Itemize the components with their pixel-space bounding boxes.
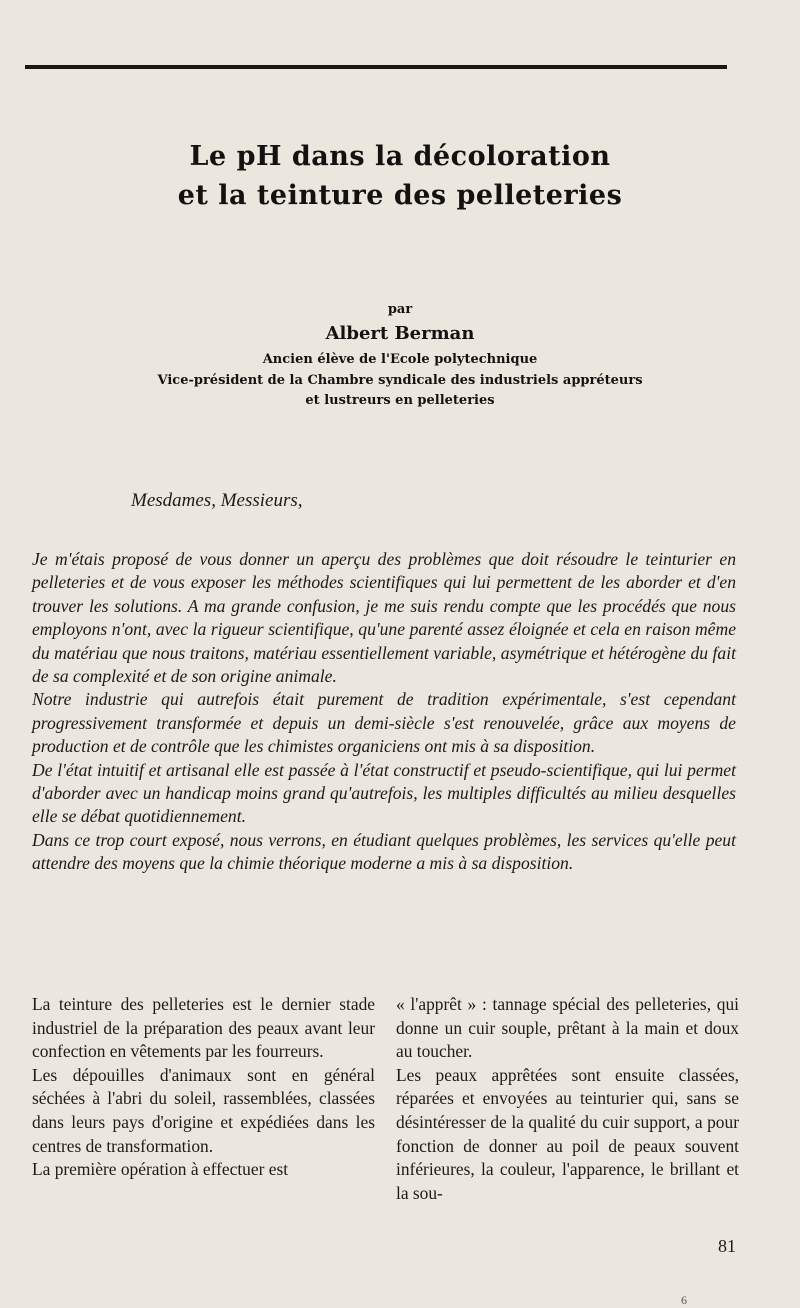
body-paragraph: Les peaux apprêtées sont ensuite classées, réparées et envoyées au teinturier qui, sans se désintéresser de la qualité du cuir support, a pour fonction de donner au poil de peaux souvent inférieures, la couleur, l'apparence, le brillant et la sou- (396, 1064, 739, 1203)
author-role-line2: Vice-président de la Chambre syndicale des industriels appréteurs (157, 373, 643, 388)
intro-paragraph: Je m'étais proposé de vous donner un aperçu des problèmes que doit résoudre le teinturier en pelleteries et de vous exposer les méthodes scientifiques qui lui permettent de les aborder et d'en trouver les solutions. A ma grande confusion, je me suis rendu compte que les procédés que nous employons n'ont, avec la rigueur scientifique, qu'une parenté assez éloignée et cela en raison même du matériau que nous traitons, matériau essentiellement variable, asymétrique et hétérogène du fait de sa complexité et de son origine animale. (32, 549, 736, 687)
author-name: Albert Berman (325, 323, 475, 344)
body-paragraph: Les dépouilles d'animaux sont en général séchées à l'abri du soleil, rassemblées, classées dans leurs pays d'origine et expédiées dans les centres de transformation. (32, 1064, 375, 1156)
intro-paragraph: Dans ce trop court exposé, nous verrons, en étudiant quelques problèmes, les services qu'elle peut attendre des moyens que la chimie théorique moderne a mis à sa disposition. (32, 829, 736, 874)
intro-text (32, 548, 736, 876)
intro-paragraph: Notre industrie qui autrefois était purement de tradition expérimentale, s'est cependant progressivement transformée et depuis un demi-siècle s'est renouvelée, grâce aux moyens de production et de contrôle que les chimistes organiciens ont mis à sa disposition. (32, 689, 736, 757)
page-number: 81 (718, 1236, 736, 1256)
author-role-line1: Ancien élève de l'Ecole polytechnique (262, 352, 538, 367)
intro-paragraph: De l'état intuitif et artisanal elle est passée à l'état constructif et pseudo-scientifique, qui lui permet d'aborder avec un handicap moins grand qu'autrefois, les multiples difficultés au milieu desquelles elle se débat quotidiennement. (32, 759, 736, 827)
article-title-line1: Le pH dans la décoloration (189, 141, 611, 172)
body-column-right (396, 993, 739, 1205)
body-paragraph: « l'apprêt » : tannage spécial des pelleteries, qui donne un cuir souple, prêtant à la main et doux au toucher. (396, 994, 739, 1062)
salutation: Mesdames, Messieurs, (131, 490, 303, 511)
top-rule (25, 65, 727, 69)
article-title-line2: et la teinture des pelleteries (177, 180, 623, 211)
body-column-left (32, 993, 375, 1182)
byline-par: par (387, 302, 413, 317)
body-paragraph: La première opération à effectuer est (32, 1159, 289, 1180)
body-paragraph: La teinture des pelleteries est le dernier stade industriel de la préparation des peaux avant leur confection en vêtements par les fourreurs. (32, 994, 375, 1062)
author-role-line3: et lustreurs en pelleteries (305, 393, 495, 408)
footer-mark: 6 (681, 1293, 687, 1307)
